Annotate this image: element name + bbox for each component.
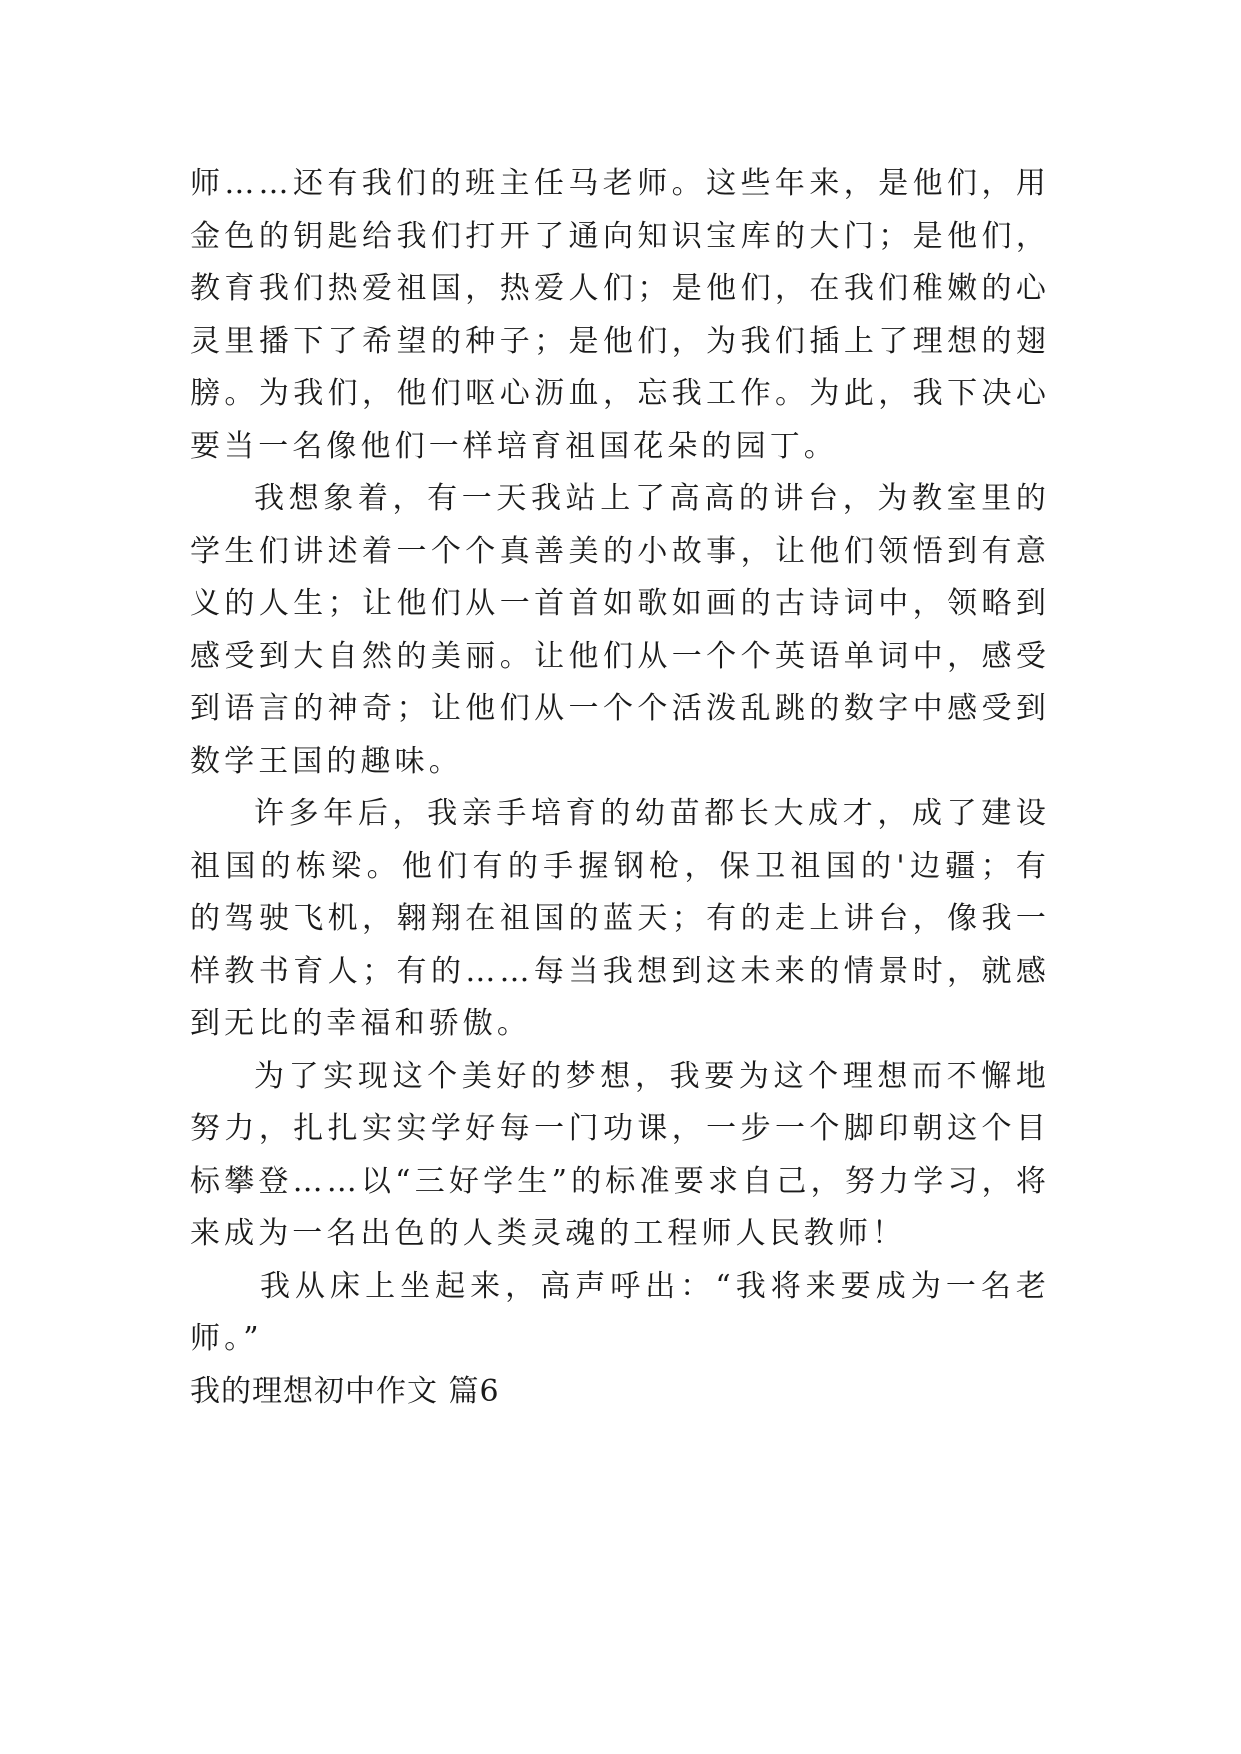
paragraph-goal: 为了实现这个美好的梦想，我要为这个理想而不懈地努力，扎扎实实学好每一门功课，一步一个脚印朝这个目标攀登……以“三好学生”的标准要求自己，努力学习，将来成为一名出色的人类灵魂的工程师人民教师！: [190, 1058, 1050, 1251]
document-body: [190, 158, 1050, 1418]
essay-section-heading: 我的理想初中作文 篇6: [190, 1373, 500, 1409]
paragraph-continuation: 师……还有我们的班主任马老师。这些年来，是他们，用金色的钥匙给我们打开了通向知识宝库的大门；是他们，教育我们热爱祖国，热爱人们；是他们，在我们稚嫩的心灵里播下了希望的种子；是他们，为我们插上了理想的翅膀。为我们，他们呕心沥血，忘我工作。为此，我下决心要当一名像他们一样培育祖国花朵的园丁。: [190, 166, 1050, 464]
paragraph-imagination: 我想象着，有一天我站上了高高的讲台，为教室里的学生们讲述着一个个真善美的小故事，让他们领悟到有意义的人生；让他们从一首首如歌如画的古诗词中，领略到感受到大自然的美丽。让他们从一个个英语单词中，感受到语言的神奇；让他们从一个个活泼乱跳的数字中感受到数学王国的趣味。: [190, 481, 1050, 779]
paragraph-future: 许多年后，我亲手培育的幼苗都长大成才，成了建设祖国的栋梁。他们有的手握钢枪，保卫祖国的'边疆；有的驾驶飞机，翱翔在祖国的蓝天；有的走上讲台，像我一样教书育人；有的……每当我想到这未来的情景时，就感到无比的幸福和骄傲。: [190, 796, 1050, 1041]
paragraph-declaration: 我从床上坐起来，高声呼出：“我将来要成为一名老师。”: [190, 1268, 1050, 1356]
